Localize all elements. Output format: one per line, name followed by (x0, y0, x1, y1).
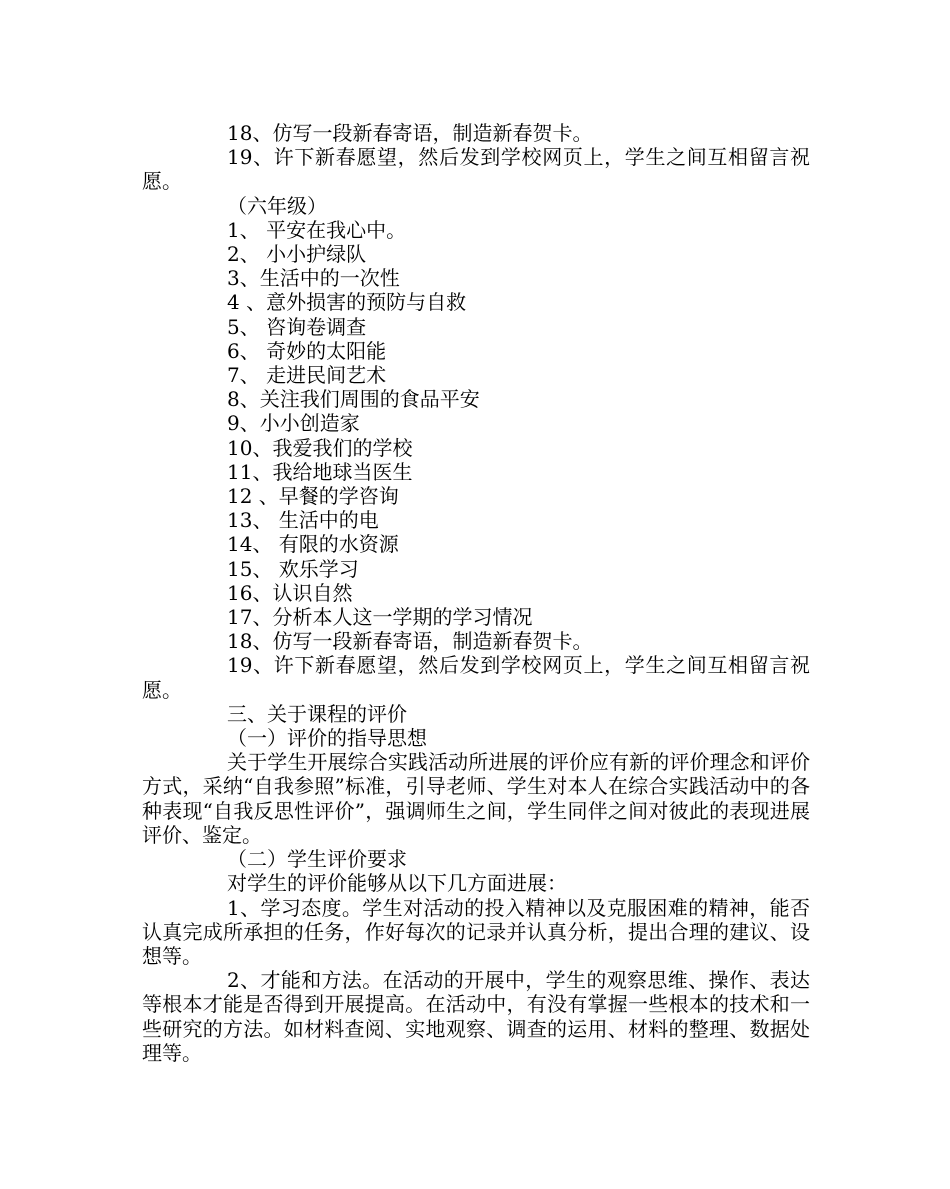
list-item: 13、 生活中的电 (227, 508, 379, 533)
list-item: 6、 奇妙的太阳能 (227, 338, 387, 363)
list-item: 4 、意外损害的预防与自救 (227, 290, 467, 315)
grade6-list (142, 218, 810, 702)
list-item: 19、许下新春愿望，然后发到学校网页上，学生之间互相留言祝愿。 (142, 653, 810, 702)
body-paragraph: 1、学习态度。学生对活动的投入精神以及克服困难的精神，能否认真完成所承担的任务，作好每次的记录并认真分析，提出合理的建议、设想等。 (142, 895, 810, 968)
grade-heading: （六年级） (227, 193, 327, 218)
subsection-heading: （二）学生评价要求 (227, 847, 407, 872)
list-item: 16、认识自然 (227, 580, 353, 605)
list-item: 3、生活中的一次性 (227, 266, 400, 291)
list-item: 11、我给地球当医生 (227, 459, 413, 484)
list-item: 5、 咨询卷调查 (227, 314, 367, 339)
list-item: 19、许下新春愿望，然后发到学校网页上，学生之间互相留言祝愿。 (142, 145, 810, 194)
list-item: 7、 走进民间艺术 (227, 363, 387, 388)
document-page (142, 121, 810, 1065)
body-paragraph: 关于学生开展综合实践活动所进展的评价应有新的评价理念和评价方式，采纳“自我参照”标准，引导老师、学生对本人在综合实践活动中的各种表现“自我反思性评价”，强调师生之间，学生同伴之间对彼此的表现进展评价、鉴定。 (142, 750, 810, 847)
list-item: 10、我爱我们的学校 (227, 435, 413, 460)
list-item: 2、 小小护绿队 (227, 242, 367, 267)
list-item: 1、 平安在我心中。 (227, 217, 407, 242)
list-item: 15、 欢乐学习 (227, 556, 359, 581)
list-item: 8、关注我们周围的食品平安 (227, 387, 480, 412)
list-item: 12 、早餐的学咨询 (227, 484, 399, 509)
list-item: 9、小小创造家 (227, 411, 360, 436)
list-item: 14、 有限的水资源 (227, 532, 399, 557)
body-paragraph: 对学生的评价能够从以下几方面进展： (227, 871, 567, 896)
section-heading: 三、关于课程的评价 (227, 701, 407, 726)
list-item: 17、分析本人这一学期的学习情况 (227, 605, 533, 630)
list-item: 18、仿写一段新春寄语，制造新春贺卡。 (227, 629, 593, 654)
body-paragraph: 2、才能和方法。在活动的开展中，学生的观察思维、操作、表达等根本才能是否得到开展提高。在活动中，有没有掌握一些根本的技术和一些研究的方法。如材料查阅、实地观察、调查的运用、材料的整理、数据处理等。 (142, 968, 810, 1065)
subsection-heading: （一）评价的指导思想 (227, 726, 427, 751)
list-item: 18、仿写一段新春寄语，制造新春贺卡。 (227, 121, 593, 145)
